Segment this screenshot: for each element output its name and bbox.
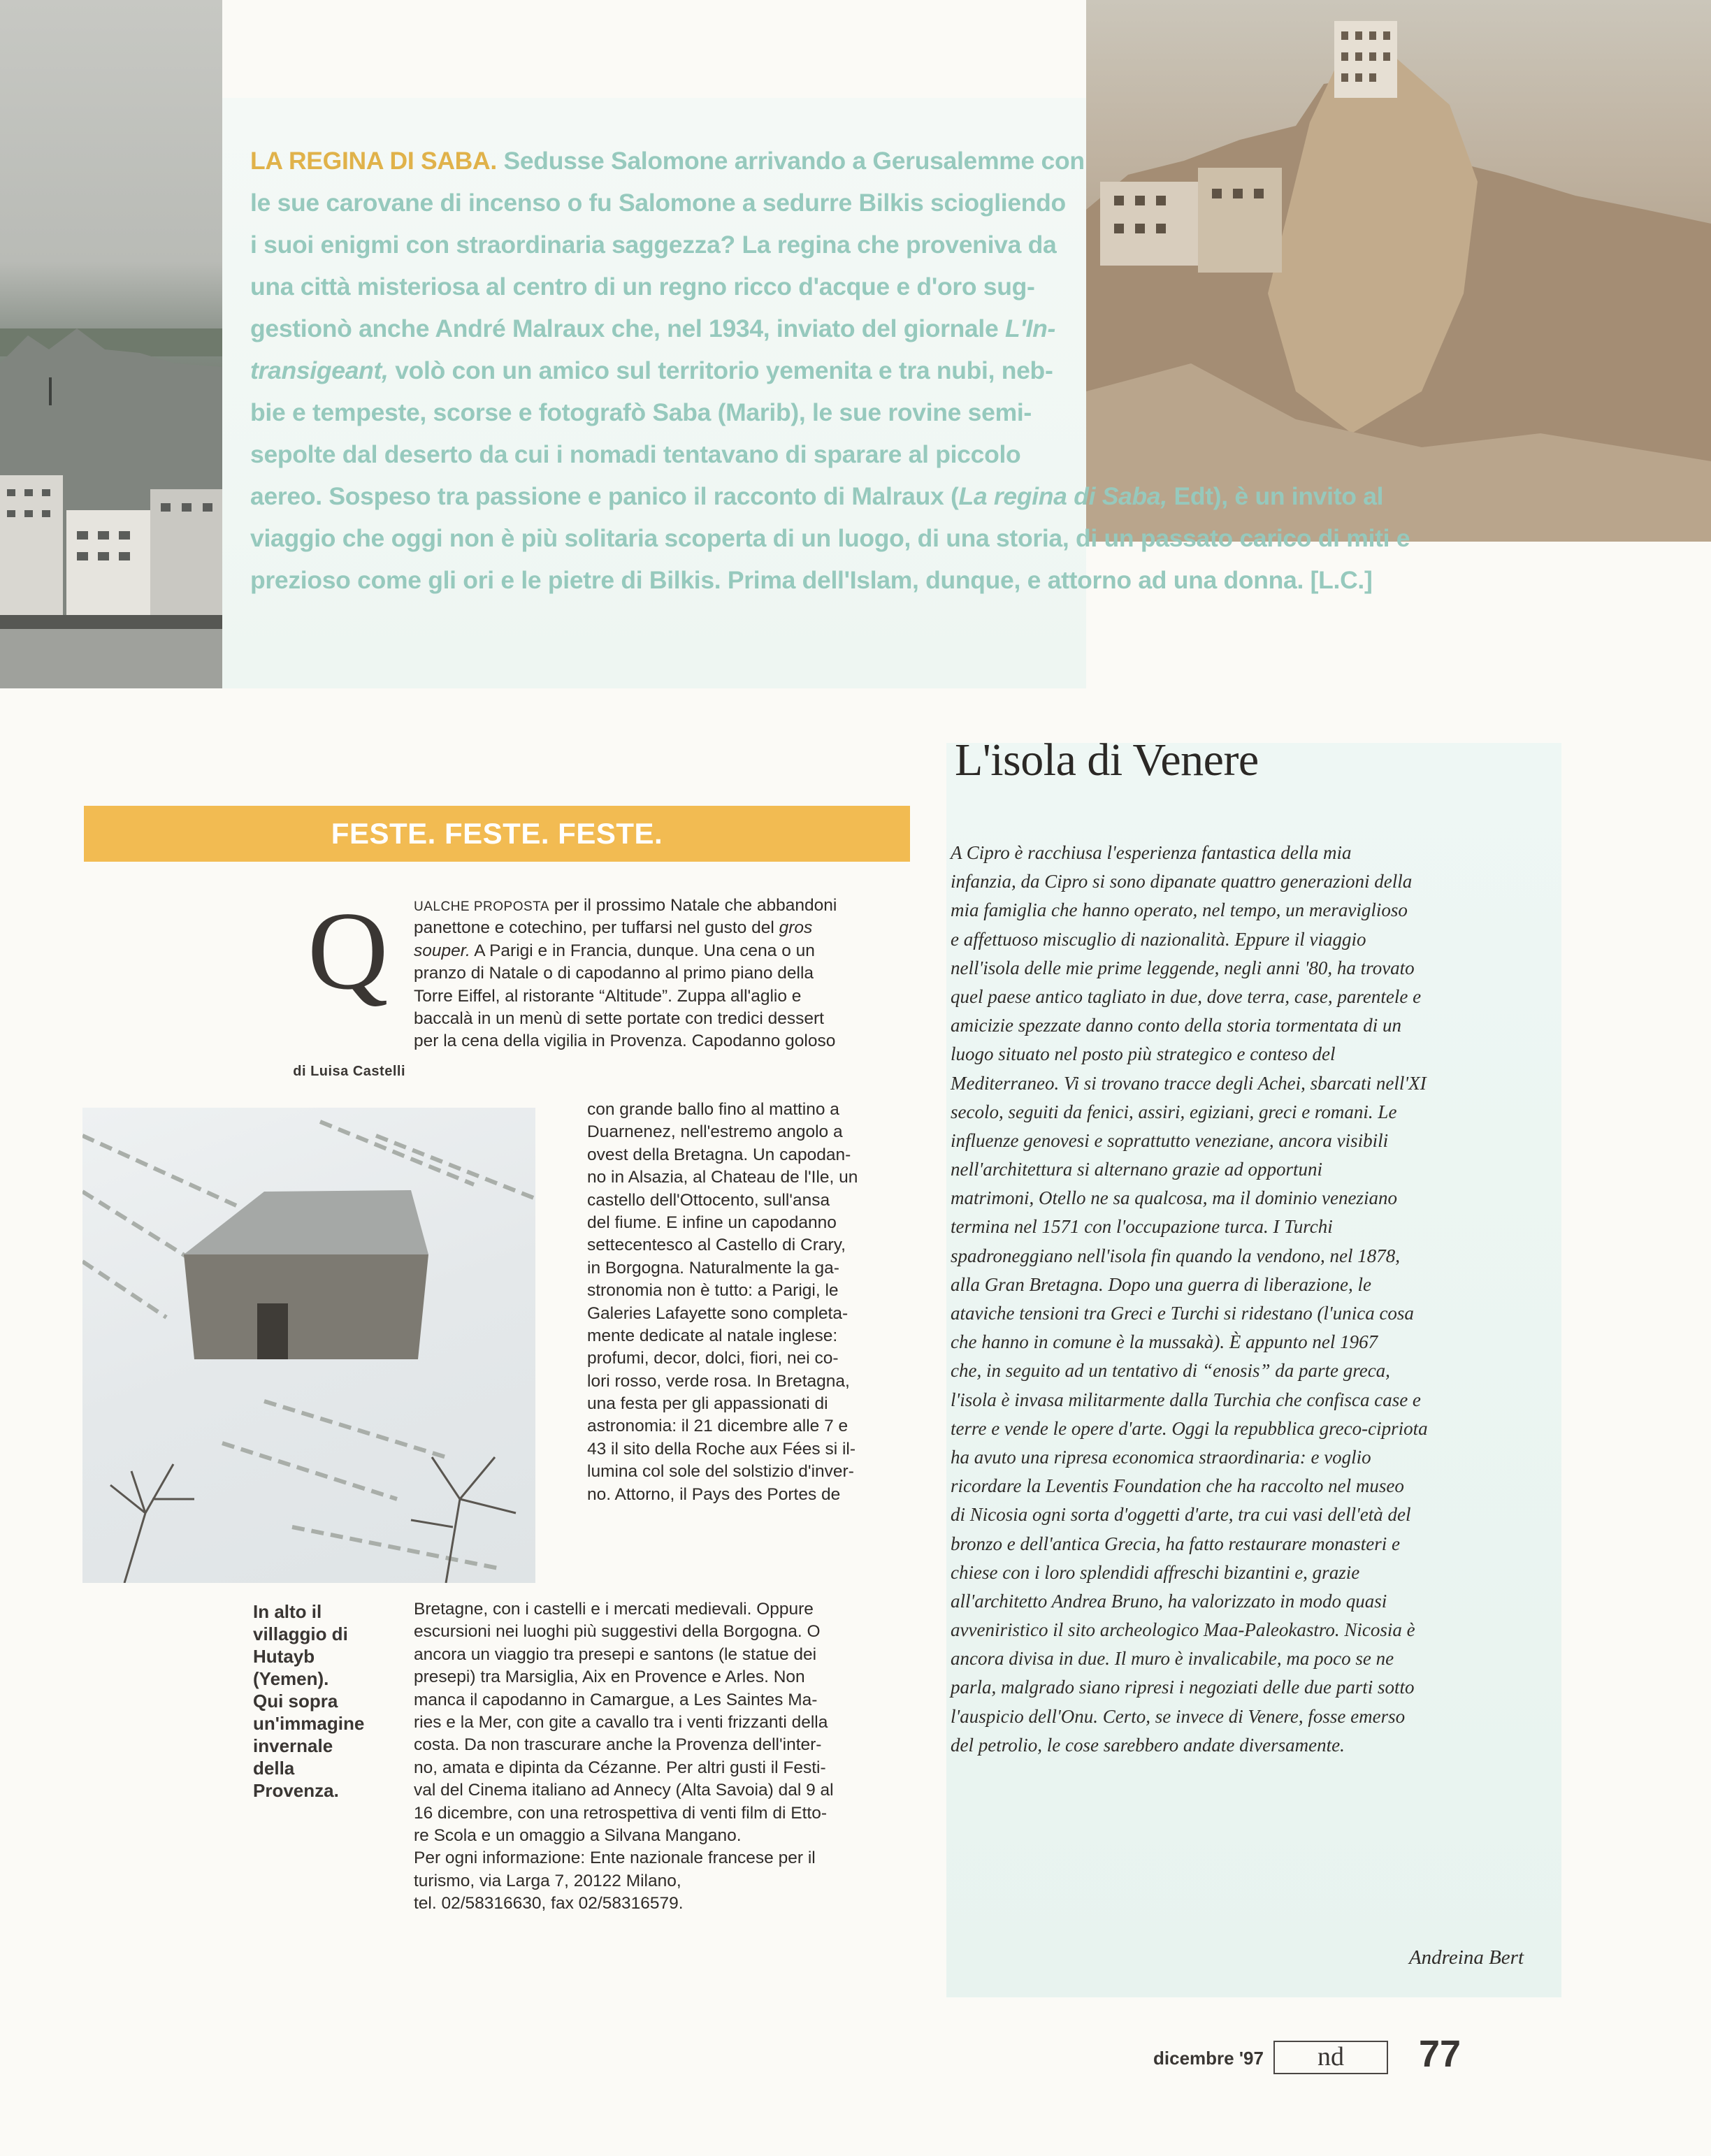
saba-line: sepolte dal deserto da cui i nomadi tentavano di sparare al piccolo — [250, 440, 1021, 468]
newspaper-title-cont: transigeant, — [250, 356, 389, 384]
byline: di Luisa Castelli — [293, 1064, 405, 1079]
feste-line: presepi) tra Marsiglia, Aix en Provence e Arles. Non — [414, 1667, 805, 1687]
venere-line: bronzo e dell'antica Grecia, ha fatto restaurare monasteri e — [951, 1533, 1400, 1554]
lead-smallcaps: UALCHE PROPOSTA — [414, 899, 550, 914]
feste-line: Galeries Lafayette sono completa- — [587, 1303, 849, 1323]
saba-article — [250, 140, 1410, 601]
drop-cap: Q — [308, 888, 389, 1013]
page-number: 77 — [1419, 2033, 1461, 2075]
venere-line: quel paese antico tagliato in due, dove terra, case, parentele e — [951, 985, 1422, 1007]
feste-line: ries e la Mer, con gite a cavallo tra i venti frizzanti della — [414, 1712, 828, 1732]
newspaper-title: L'In- — [1005, 314, 1056, 342]
feste-line: una festa per gli appassionati di — [587, 1394, 828, 1414]
saba-line: i suoi enigmi con straordinaria saggezza? La regina che proveniva da — [250, 231, 1057, 259]
feste-line: tel. 02/58316630, fax 02/58316579. — [414, 1894, 684, 1913]
venere-line: secolo, seguiti da fenici, assiri, egiziani, greci e romani. Le — [951, 1101, 1397, 1122]
feste-line: astronomia: il 21 dicembre alle 7 e — [587, 1417, 849, 1436]
venere-line: che hanno in comune è la mussakà). È appunto nel 1967 — [951, 1331, 1378, 1353]
feste-line: UALCHE PROPOSTA per il prossimo Natale che abbandoni — [414, 896, 837, 915]
feste-line: con grande ballo fino al mattino a — [587, 1100, 839, 1119]
feste-line: Per ogni informazione: Ente nazionale francese per il — [414, 1848, 816, 1868]
venere-line: e affettuoso miscuglio di nazionalità. Eppure il viaggio — [951, 928, 1366, 950]
city-photo — [0, 0, 222, 688]
feste-line: per la cena della vigilia in Provenza. Capodanno goloso — [414, 1032, 836, 1051]
venere-line: A Cipro è racchiusa l'esperienza fantastica della mia — [951, 842, 1352, 863]
venere-line: nell'architettura si alternano grazie ad opportuni — [951, 1159, 1323, 1180]
saba-line: transigeant, volò con un amico sul territorio yemenita e tra nubi, neb- — [250, 356, 1053, 384]
provence-winter-photo — [82, 1108, 535, 1583]
feste-line: lori rosso, verde rosa. In Bretagna, — [587, 1371, 850, 1391]
venere-line: ha avuto una ripresa economica straordinaria: e voglio — [951, 1446, 1371, 1468]
venere-line: ancora divisa in due. Il muro è invalicabile, ma poco se ne — [951, 1648, 1394, 1670]
venere-line: Mediterraneo. Vi si trovano tracce degli Achei, sbarcati nell'XI — [951, 1072, 1427, 1094]
magazine-logo: nd — [1273, 2041, 1388, 2074]
feste-line: ovest della Bretagna. Un capodan- — [587, 1145, 851, 1164]
feste-line: val del Cinema italiano ad Annecy (Alta Savoia) dal 9 al — [414, 1781, 834, 1800]
feste-line: re Scola e un omaggio a Silvana Mangano. — [414, 1825, 742, 1845]
city-photo-art — [0, 0, 222, 688]
feste-line: escursioni nei luoghi più suggestivi della Borgogna. O — [414, 1622, 821, 1642]
venere-line: ricordare la Leventis Foundation che ha raccolto nel museo — [951, 1475, 1404, 1497]
feste-article-top — [414, 895, 917, 1053]
feste-line: no in Alsazia, al Chateau de l'Ile, un — [587, 1168, 858, 1187]
saba-line: una città misteriosa al centro di un regno ricco d'acque e d'oro sug- — [250, 273, 1035, 301]
issue-date: dicembre '97 — [1153, 2048, 1264, 2069]
feste-line: Bretagne, con i castelli e i mercati medievali. Oppure — [414, 1600, 814, 1619]
feste-line: lumina col sole del solstizio d'inver- — [587, 1462, 854, 1482]
feste-title: FESTE. FESTE. FESTE. — [331, 817, 663, 850]
feste-line: del fiume. E infine un capodanno — [587, 1213, 837, 1232]
saba-line: viaggio che oggi non è più solitaria scoperta di un luogo, di una storia, di un passato carico di miti e — [250, 524, 1410, 552]
feste-article-mid — [587, 1099, 916, 1506]
venere-line: amicizie spezzate danno conto della storia tormentata di un — [951, 1015, 1401, 1036]
saba-line: aereo. Sospeso tra passione e panico il racconto di Malraux (La regina di Saba, Edt), è un invito al — [250, 482, 1384, 510]
venere-line: l'auspicio dell'Onu. Certo, se invece di Venere, fosse emerso — [951, 1705, 1406, 1727]
feste-line: stronomia non è tutto: a Parigi, le — [587, 1281, 839, 1301]
feste-line: mente dedicate al natale inglese: — [587, 1326, 838, 1345]
venere-line: matrimoni, Otello ne sa qualcosa, ma il dominio veneziano — [951, 1187, 1397, 1209]
venere-line: alla Gran Bretagna. Dopo una guerra di liberazione, le — [951, 1273, 1371, 1295]
venere-line: spadroneggiano nell'isola fin quando la vendono, nel 1878, — [951, 1245, 1400, 1266]
feste-article-bottom — [414, 1598, 917, 1915]
feste-line: profumi, decor, dolci, fiori, nei co- — [587, 1349, 839, 1368]
venere-line: del petrolio, le cose sarebbero andate diversamente. — [951, 1734, 1345, 1756]
feste-banner — [84, 806, 910, 862]
saba-line: gestionò anche André Malraux che, nel 1934, inviato del giornale L'In- — [250, 314, 1056, 342]
feste-line: castello dell'Ottocento, sull'ansa — [587, 1190, 830, 1210]
venere-line: mia famiglia che hanno operato, nel tempo, un meraviglioso — [951, 899, 1408, 921]
venere-line: all'architetto Andrea Bruno, ha valorizzato in modo quasi — [951, 1590, 1387, 1612]
venere-line: che, in seguito ad un tentativo di “enosis” da parte greca, — [951, 1360, 1390, 1382]
venere-line: termina nel 1571 con l'occupazione turca. I Turchi — [951, 1216, 1333, 1238]
feste-line: no, amata e dipinta da Cézanne. Per altri gusti il Festi- — [414, 1758, 826, 1777]
saba-line: LA REGINA DI SABA. Sedusse Salomone arrivando a Gerusalemme con — [250, 147, 1085, 175]
venere-article — [951, 839, 1552, 1760]
venere-line: di Nicosia ogni sorta d'oggetti d'arte, tra cui vasi dell'età del — [951, 1504, 1411, 1526]
venere-line: influenze genovesi e soprattutto veneziane, ancora visibili — [951, 1129, 1389, 1151]
feste-line: panettone e cotechino, per tuffarsi nel gusto del gros — [414, 918, 813, 938]
feste-line: manca il capodanno in Camargue, a Les Saintes Ma- — [414, 1690, 818, 1709]
feste-line: turismo, via Larga 7, 20122 Milano, — [414, 1871, 681, 1890]
feste-line: souper. A Parigi e in Francia, dunque. Una cena o un — [414, 941, 815, 960]
venere-line: nell'isola delle mie prime leggende, negli anni '80, ha trovato — [951, 957, 1415, 978]
feste-line: settecentesco al Castello di Crary, — [587, 1236, 846, 1255]
feste-line: Torre Eiffel, al ristorante “Altitude”. Zuppa all'aglio e — [414, 986, 802, 1006]
provence-photo-art — [82, 1108, 535, 1583]
saba-line: bie e tempeste, scorse e fotografò Saba (Marib), le sue rovine semi- — [250, 398, 1032, 426]
venere-line: avveniristico il sito archeologico Maa-Paleokastro. Nicosia è — [951, 1619, 1415, 1641]
saba-line: le sue carovane di incenso o fu Salomone a sedurre Bilkis sciogliendo — [250, 189, 1066, 217]
feste-line: in Borgogna. Naturalmente la ga- — [587, 1258, 839, 1278]
venere-title: L'isola di Venere — [955, 735, 1259, 786]
book-title: La regina di Saba, — [958, 482, 1167, 510]
feste-line: pranzo di Natale o di capodanno al primo piano della — [414, 964, 814, 983]
feste-line: ancora un viaggio tra presepi e santons (le statue dei — [414, 1644, 817, 1664]
author-signature: Andreina Bert — [1408, 1946, 1524, 1969]
venere-line: infanzia, da Cipro si sono dipanate quattro generazioni della — [951, 871, 1413, 892]
venere-line: parla, malgrado siano ripresi i negoziati delle due parti sotto — [951, 1677, 1415, 1698]
saba-kicker: LA REGINA DI SABA. — [250, 147, 497, 175]
feste-line: costa. Da non trascurare anche la Provenza dell'inter- — [414, 1735, 822, 1755]
photo-caption: In alto il villaggio di Hutayb (Yemen). Qui sopra un'immagine invernale della Provenza. — [253, 1601, 365, 1801]
feste-line: no. Attorno, il Pays des Portes de — [587, 1484, 841, 1504]
venere-line: ataviche tensioni tra Greci e Turchi si ridestano (l'unica cosa — [951, 1303, 1414, 1324]
venere-line: luogo situato nel posto più strategico e conteso del — [951, 1043, 1336, 1065]
venere-line: l'isola è invasa militarmente dalla Turchia che confisca case e — [951, 1389, 1421, 1410]
feste-line: 43 il sito della Roche aux Fées si il- — [587, 1439, 856, 1459]
venere-line: terre e vende le opere d'arte. Oggi la repubblica greco-cipriota — [951, 1417, 1428, 1439]
feste-line: Duarnenez, nell'estremo angolo a — [587, 1122, 843, 1142]
feste-line: 16 dicembre, con una retrospettiva di venti film di Etto- — [414, 1803, 828, 1823]
feste-line: baccalà in un menù di sette portate con tredici dessert — [414, 1008, 824, 1028]
venere-line: chiese con i loro splendidi affreschi bizantini e, grazie — [951, 1561, 1360, 1583]
saba-line: prezioso come gli ori e le pietre di Bilkis. Prima dell'Islam, dunque, e attorno ad una donna. [L.C.] — [250, 566, 1373, 594]
